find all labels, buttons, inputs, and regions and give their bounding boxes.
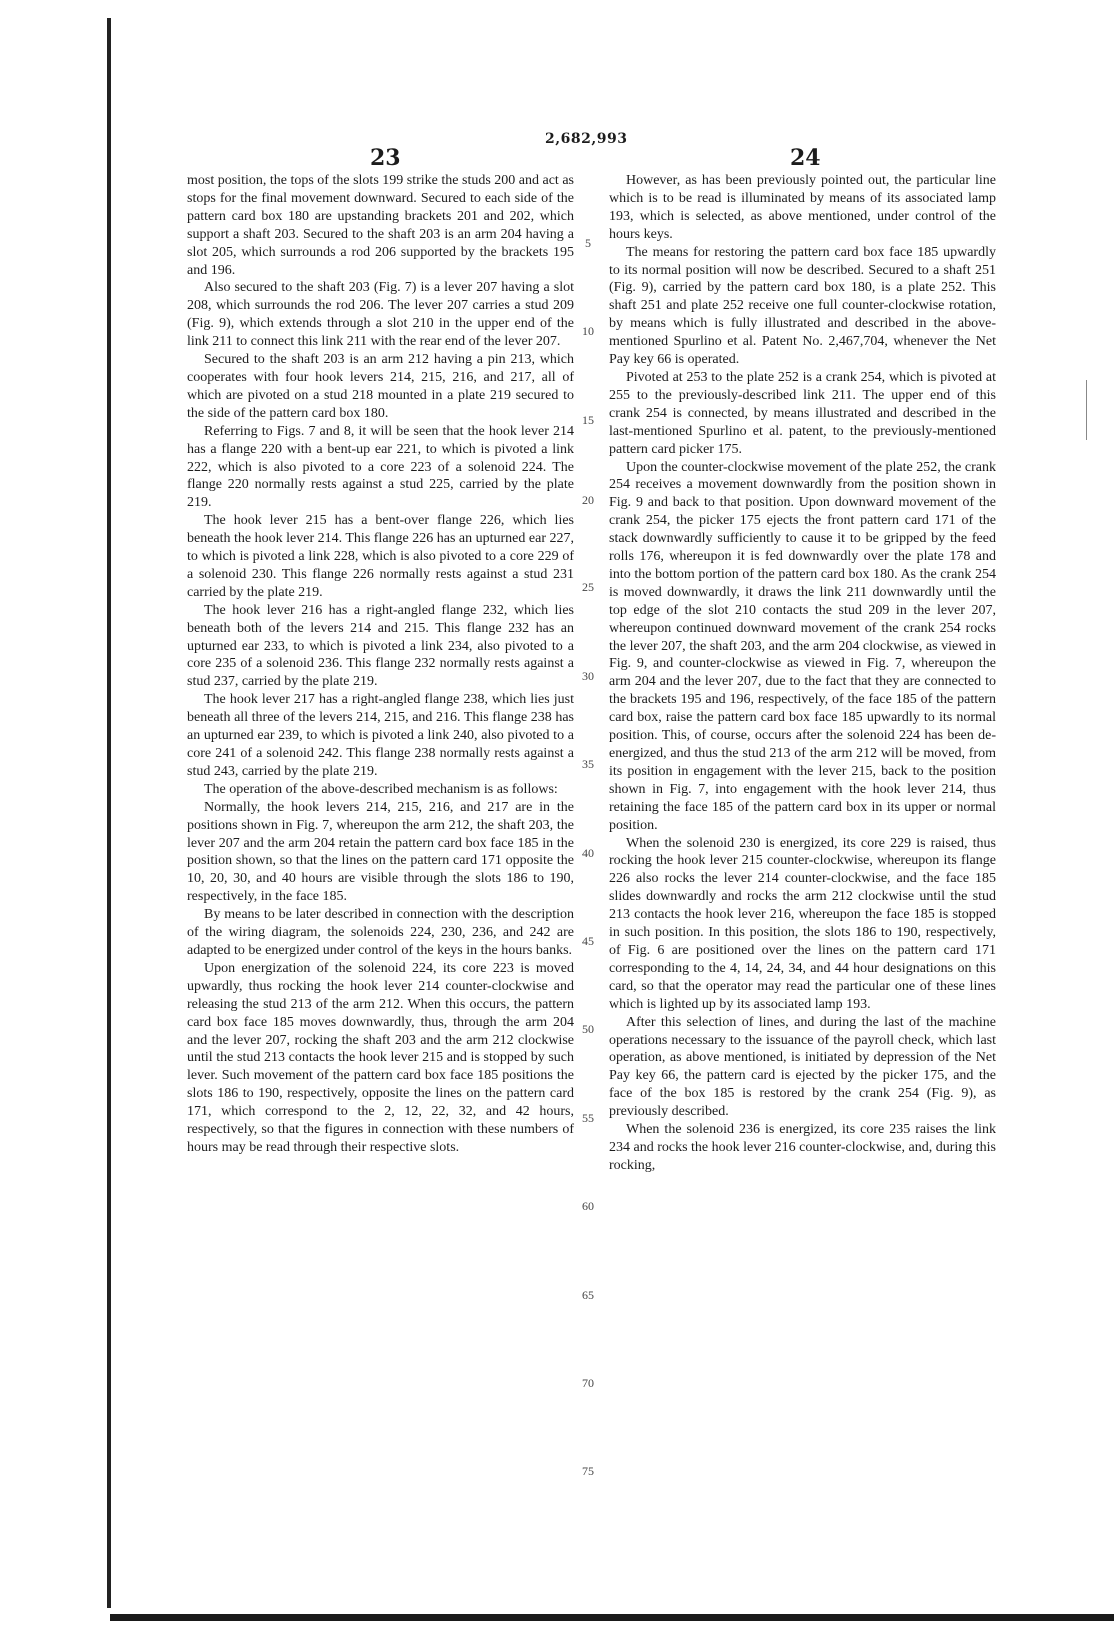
line-number: 65 xyxy=(582,1288,594,1302)
paragraph: Pivoted at 253 to the plate 252 is a crank 254, which is pivoted at 255 to the previously-described link 211. The upper end of this crank 254 is connected, by means illustrated and described in the last-mentioned Spurlino et al. patent, to the previously-mentioned pattern card picker 175. xyxy=(609,369,996,457)
paragraph: Secured to the shaft 203 is an arm 212 having a pin 213, which cooperates with four hook levers 214, 215, 216, and 217, all of which are pivoted on a stud 218 mounted in a plate 219 secured to the side of the pattern card box 180. xyxy=(187,352,574,421)
paragraph: Normally, the hook levers 214, 215, 216, and 217 are in the positions shown in Fig. 7, whereupon the arm 212, the shaft 203, the lever 207 and the arm 204 retain the pattern card box face 185 in the position shown, so that the lines on the pattern card 171 opposite the 10, 20, 30, and 40 hours are visible through the slots 186 to 190, respectively, in the face 185. xyxy=(187,799,574,905)
line-number: 35 xyxy=(582,757,594,771)
line-number: 40 xyxy=(582,846,594,860)
line-number: 15 xyxy=(582,413,594,427)
line-number: 55 xyxy=(582,1111,594,1125)
line-number: 5 xyxy=(585,236,591,250)
paragraph: The means for restoring the pattern card box face 185 upwardly to its normal position will now be described. Secured to a shaft 251 (Fig. 9), carried by the pattern card box 180, is a plate 252. This shaft 251 and plate 252 receive one full counter-clockwise rotation, by means which is fully illustrated and described in the above-mentioned Spurlino et al. Patent No. 2,467,704, whenever the Net Pay key 66 is operated. xyxy=(609,244,996,368)
paragraph: After this selection of lines, and during the last of the machine operations necessary to the issuance of the payroll check, which last operation, as above mentioned, is initiated by depression of the Net Pay key 66, the pattern card is ejected by the picker 175, and the face of the box 185 is restored by the crank 254 (Fig. 9), as previously described. xyxy=(609,1014,996,1120)
paragraph: The hook lever 216 has a right-angled flange 232, which lies beneath both of the levers 214 and 215. This flange 232 has an upturned ear 233, to which is pivoted a link 234, also pivoted to a core 235 of a solenoid 236. This flange 232 normally rests against a stud 237, carried by the plate 219. xyxy=(187,602,574,690)
scan-left-edge xyxy=(107,18,111,1608)
paragraph: However, as has been previously pointed out, the particular line which is to be read is illuminated by means of its associated lamp 193, which is selected, as above mentioned, under control of the hours keys. xyxy=(609,173,996,242)
line-number: 75 xyxy=(582,1464,594,1478)
scan-right-mark xyxy=(1086,380,1087,440)
paragraph: By means to be later described in connection with the description of the wiring diagram, the solenoids 224, 230, 236, and 242 are adapted to be energized under control of the keys in the hours banks. xyxy=(187,907,574,958)
line-number: 70 xyxy=(582,1376,594,1390)
line-number: 30 xyxy=(582,669,594,683)
line-number: 50 xyxy=(582,1022,594,1036)
right-text-column xyxy=(609,172,996,1175)
paragraph: The operation of the above-described mechanism is as follows: xyxy=(204,781,558,797)
paragraph: The hook lever 217 has a right-angled flange 238, which lies just beneath all three of the levers 214, 215, and 216. This flange 238 has an upturned ear 239, to which is pivoted a link 240, also pivoted to a core 241 of a solenoid 242. This flange 238 normally rests against a stud 243, carried by the plate 219. xyxy=(187,692,574,779)
patent-number: 2,682,993 xyxy=(545,131,628,147)
paragraph: When the solenoid 230 is energized, its core 229 is raised, thus rocking the hook lever 215 counter-clockwise, whereupon its flange 226 also rocks the lever 214 counter-clockwise, and the face 185 slides downwardly and rocks the arm 212 clockwise until the stud 213 contacts the hook lever 216, whereupon the face 185 is stopped in such position. In this position, the slots 186 to 190, respectively, of Fig. 6 are positioned over the lines on the pattern card 171 corresponding to the 4, 14, 24, 34, and 44 hour designations on this card, so that the operator may read the particular one of these lines which is lighted up by its associated lamp 193. xyxy=(609,835,996,1012)
scan-bottom-bar xyxy=(110,1614,1114,1621)
line-number: 10 xyxy=(582,324,594,338)
paragraph: When the solenoid 236 is energized, its core 235 raises the link 234 and rocks the hook lever 216 counter-clockwise, and, during this rocking, xyxy=(609,1122,996,1173)
line-number: 20 xyxy=(582,493,594,507)
left-text-column xyxy=(187,172,574,1157)
paragraph: Upon energization of the solenoid 224, its core 223 is moved upwardly, thus rocking the hook lever 214 counter-clockwise and releasing the stud 213 of the arm 212. When this occurs, the pattern card box face 185 moves downwardly, thus, through the arm 204 and the lever 207, rocking the shaft 203 and the arm 212 clockwise until the stud 213 contacts the hook lever 215 and is stopped by such lever. Such movement of the pattern card box face 185 positions the slots 186 to 190, respectively, opposite the lines on the pattern card 171, which correspond to the 2, 12, 22, 32, and 42 hours, respectively, so that the figures in connection with these numbers of hours may be read through their respective slots. xyxy=(187,960,574,1155)
paragraph: The hook lever 215 has a bent-over flange 226, which lies beneath the hook lever 214. This flange 226 has an upturned ear 227, to which is pivoted a link 228, which is also pivoted to a core 229 of a solenoid 230. This flange 226 normally rests against a stud 231 carried by the plate 219. xyxy=(187,513,574,600)
right-column-number: 24 xyxy=(790,145,821,171)
line-number: 45 xyxy=(582,934,594,948)
paragraph: Upon the counter-clockwise movement of the plate 252, the crank 254 receives a movement downwardly from the position shown in Fig. 9 and back to that position. Upon downward movement of the crank 254, the picker 175 ejects the front pattern card 171 of the stack downwardly sufficiently to cause it to be gripped by the feed rolls 176, whereupon it is fed downwardly over the plate 178 and into the bottom portion of the pattern card box 180. As the crank 254 is moved downwardly, it draws the link 211 downwardly until the top edge of the slot 210 contacts the stud 209 in the lever 207, whereupon continued downward movement of the crank 254 rocks the lever 207, the shaft 203, and the arm 204 clockwise, as viewed in Fig. 9, and counter-clockwise as viewed in Fig. 7, whereupon the arm 204 and the lever 207, due to the fact that they are connected to the brackets 195 and 196, respectively, of the face 185 of the pattern card box, raise the pattern card box face 185 upwardly to its normal position. This, of course, occurs after the solenoid 224 has been de-energized, and thus the stud 213 of the arm 212 will be moved, from its position in engagement with the lever 215, back to the position shown in Fig. 7, into engagement with the hook lever 214, thus retaining the face 185 of the pattern card box in its upper or normal position. xyxy=(609,459,996,833)
left-column-number: 23 xyxy=(370,145,401,171)
line-number: 60 xyxy=(582,1199,594,1213)
paragraph: Referring to Figs. 7 and 8, it will be seen that the hook lever 214 has a flange 220 with a bent-up ear 221, to which is pivoted a link 222, which is also pivoted to a core 223 of a solenoid 224. The flange 220 normally rests against a stud 225, carried by the plate 219. xyxy=(187,423,574,511)
paragraph: most position, the tops of the slots 199 strike the studs 200 and act as stops for the final movement downward. Secured to each side of the pattern card box 180 are upstanding brackets 201 and 202, which support a shaft 203. Secured to the shaft 203 is an arm 204 having a slot 205, which surrounds a rod 206 supported by the brackets 195 and 196. xyxy=(187,173,574,278)
line-number: 25 xyxy=(582,580,594,594)
paragraph: Also secured to the shaft 203 (Fig. 7) is a lever 207 having a slot 208, which surrounds the rod 206. The lever 207 carries a stud 209 (Fig. 9), which extends through a slot 210 in the upper end of the link 211 to connect this link 211 with the rear end of the lever 207. xyxy=(187,280,574,350)
